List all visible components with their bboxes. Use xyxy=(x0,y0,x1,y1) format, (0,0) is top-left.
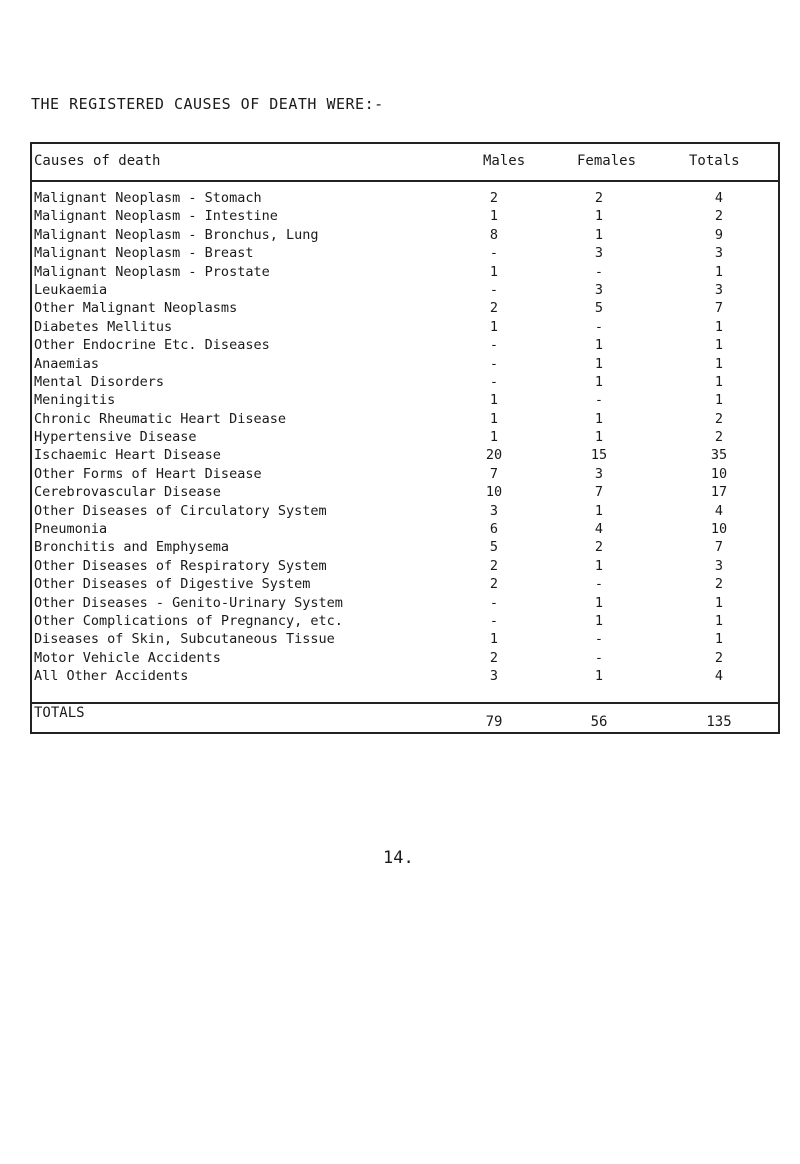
header-females: Females xyxy=(577,153,637,169)
row-males: 1 xyxy=(489,263,499,280)
table-row xyxy=(32,649,778,667)
row-totals: 1 xyxy=(714,594,724,611)
table-row xyxy=(32,446,778,464)
row-totals: 1 xyxy=(714,631,724,648)
row-cause: Other Diseases of Digestive System xyxy=(34,576,311,593)
row-totals: 1 xyxy=(714,318,724,335)
table-row xyxy=(32,299,778,317)
row-females: 1 xyxy=(594,557,604,574)
row-males: 6 xyxy=(489,521,499,538)
row-cause: Other Diseases - Genito-Urinary System xyxy=(34,594,343,611)
page-number: 14. xyxy=(383,848,414,868)
table-header-row xyxy=(32,144,778,182)
row-totals: 3 xyxy=(714,245,724,262)
row-males: 3 xyxy=(489,668,499,685)
row-females: 7 xyxy=(594,484,604,501)
row-cause: Diseases of Skin, Subcutaneous Tissue xyxy=(34,631,335,648)
table-row xyxy=(32,373,778,391)
table-row xyxy=(32,263,778,281)
row-females: 1 xyxy=(594,373,604,390)
row-females: 1 xyxy=(594,429,604,446)
row-females: - xyxy=(594,649,604,666)
table-row xyxy=(32,502,778,520)
totals-females: 56 xyxy=(590,714,608,730)
row-females: 5 xyxy=(594,300,604,317)
row-cause: Other Malignant Neoplasms xyxy=(34,300,238,317)
row-cause: Diabetes Mellitus xyxy=(34,318,173,335)
row-males: 2 xyxy=(489,190,499,206)
row-cause: Mental Disorders xyxy=(34,373,165,390)
table-row xyxy=(32,557,778,575)
row-males: 1 xyxy=(489,410,499,427)
row-cause: Hypertensive Disease xyxy=(34,429,197,446)
row-totals: 1 xyxy=(714,337,724,354)
row-males: 7 xyxy=(489,465,499,482)
row-males: 5 xyxy=(489,539,499,556)
row-totals: 3 xyxy=(714,281,724,298)
row-females: - xyxy=(594,631,604,648)
row-males: 1 xyxy=(489,631,499,648)
table-row xyxy=(32,355,778,373)
row-cause: Meningitis xyxy=(34,392,116,409)
header-males: Males xyxy=(483,153,526,169)
row-cause: Anaemias xyxy=(34,355,100,372)
row-totals: 1 xyxy=(714,392,724,409)
table-row xyxy=(32,410,778,428)
table-row xyxy=(32,226,778,244)
row-males: 2 xyxy=(489,557,499,574)
table-row xyxy=(32,244,778,262)
row-females: 3 xyxy=(594,465,604,482)
row-males: - xyxy=(489,594,499,611)
header-totals: Totals xyxy=(689,153,740,169)
row-females: 1 xyxy=(594,502,604,519)
row-cause: Bronchitis and Emphysema xyxy=(34,539,230,556)
row-cause: Ischaemic Heart Disease xyxy=(34,447,221,464)
row-totals: 35 xyxy=(710,447,728,464)
row-males: 1 xyxy=(489,208,499,225)
table-row xyxy=(32,612,778,630)
row-totals: 2 xyxy=(714,410,724,427)
row-totals: 10 xyxy=(710,465,728,482)
row-males: 3 xyxy=(489,502,499,519)
table-row xyxy=(32,318,778,336)
table-row xyxy=(32,575,778,593)
totals-row xyxy=(32,702,778,732)
row-totals: 1 xyxy=(714,263,724,280)
table-row xyxy=(32,207,778,225)
row-cause: Malignant Neoplasm - Prostate xyxy=(34,263,270,280)
row-totals: 10 xyxy=(710,521,728,538)
row-males: 2 xyxy=(489,576,499,593)
row-males: - xyxy=(489,281,499,298)
table-row xyxy=(32,391,778,409)
row-cause: Other Endocrine Etc. Diseases xyxy=(34,337,270,354)
row-cause: Pneumonia xyxy=(34,521,108,538)
row-cause: Other Diseases of Respiratory System xyxy=(34,557,327,574)
page-heading: THE REGISTERED CAUSES OF DEATH WERE:- xyxy=(31,95,384,113)
table-row xyxy=(32,281,778,299)
table-row xyxy=(32,465,778,483)
header-cause: Causes of death xyxy=(34,153,161,169)
row-males: 20 xyxy=(485,447,503,464)
row-males: 1 xyxy=(489,429,499,446)
table-row xyxy=(32,538,778,556)
row-totals: 1 xyxy=(714,355,724,372)
row-females: 1 xyxy=(594,337,604,354)
table-row xyxy=(32,520,778,538)
row-females: 1 xyxy=(594,226,604,243)
row-cause: Malignant Neoplasm - Intestine xyxy=(34,208,278,225)
row-males: - xyxy=(489,373,499,390)
table-row xyxy=(32,667,778,685)
row-cause: Malignant Neoplasm - Stomach xyxy=(34,190,262,206)
table-body xyxy=(32,189,778,686)
totals-males: 79 xyxy=(485,714,503,730)
row-females: - xyxy=(594,576,604,593)
row-cause: All Other Accidents xyxy=(34,668,189,685)
table-row xyxy=(32,336,778,354)
totals-totals: 135 xyxy=(706,714,732,730)
row-females: 15 xyxy=(590,447,608,464)
row-males: - xyxy=(489,337,499,354)
table-row xyxy=(32,189,778,207)
row-females: 1 xyxy=(594,410,604,427)
row-males: - xyxy=(489,355,499,372)
row-females: 1 xyxy=(594,594,604,611)
row-cause: Malignant Neoplasm - Breast xyxy=(34,245,254,262)
row-females: 1 xyxy=(594,208,604,225)
row-males: - xyxy=(489,612,499,629)
row-males: 1 xyxy=(489,392,499,409)
row-cause: Motor Vehicle Accidents xyxy=(34,649,221,666)
row-cause: Other Complications of Pregnancy, etc. xyxy=(34,612,343,629)
row-cause: Leukaemia xyxy=(34,281,108,298)
row-totals: 4 xyxy=(714,190,724,206)
row-females: 1 xyxy=(594,668,604,685)
row-females: 3 xyxy=(594,281,604,298)
row-males: 10 xyxy=(485,484,503,501)
row-totals: 1 xyxy=(714,612,724,629)
row-females: 2 xyxy=(594,190,604,206)
row-totals: 4 xyxy=(714,502,724,519)
row-totals: 2 xyxy=(714,576,724,593)
row-females: 2 xyxy=(594,539,604,556)
row-females: 3 xyxy=(594,245,604,262)
row-females: 1 xyxy=(594,355,604,372)
row-cause: Chronic Rheumatic Heart Disease xyxy=(34,410,286,427)
row-males: 1 xyxy=(489,318,499,335)
row-totals: 17 xyxy=(710,484,728,501)
row-totals: 3 xyxy=(714,557,724,574)
row-totals: 7 xyxy=(714,539,724,556)
row-cause: Other Diseases of Circulatory System xyxy=(34,502,327,519)
row-cause: Other Forms of Heart Disease xyxy=(34,465,262,482)
totals-label: TOTALS xyxy=(34,705,85,721)
row-females: - xyxy=(594,318,604,335)
causes-of-death-table xyxy=(30,142,780,734)
table-row xyxy=(32,630,778,648)
row-females: 4 xyxy=(594,521,604,538)
row-totals: 2 xyxy=(714,429,724,446)
row-cause: Malignant Neoplasm - Bronchus, Lung xyxy=(34,226,319,243)
row-totals: 9 xyxy=(714,226,724,243)
row-females: - xyxy=(594,392,604,409)
row-males: 2 xyxy=(489,649,499,666)
row-females: - xyxy=(594,263,604,280)
row-males: 2 xyxy=(489,300,499,317)
row-totals: 7 xyxy=(714,300,724,317)
row-totals: 2 xyxy=(714,649,724,666)
row-totals: 2 xyxy=(714,208,724,225)
row-totals: 4 xyxy=(714,668,724,685)
table-row xyxy=(32,483,778,501)
row-females: 1 xyxy=(594,612,604,629)
table-row xyxy=(32,428,778,446)
table-row xyxy=(32,594,778,612)
row-males: - xyxy=(489,245,499,262)
row-males: 8 xyxy=(489,226,499,243)
row-totals: 1 xyxy=(714,373,724,390)
row-cause: Cerebrovascular Disease xyxy=(34,484,221,501)
